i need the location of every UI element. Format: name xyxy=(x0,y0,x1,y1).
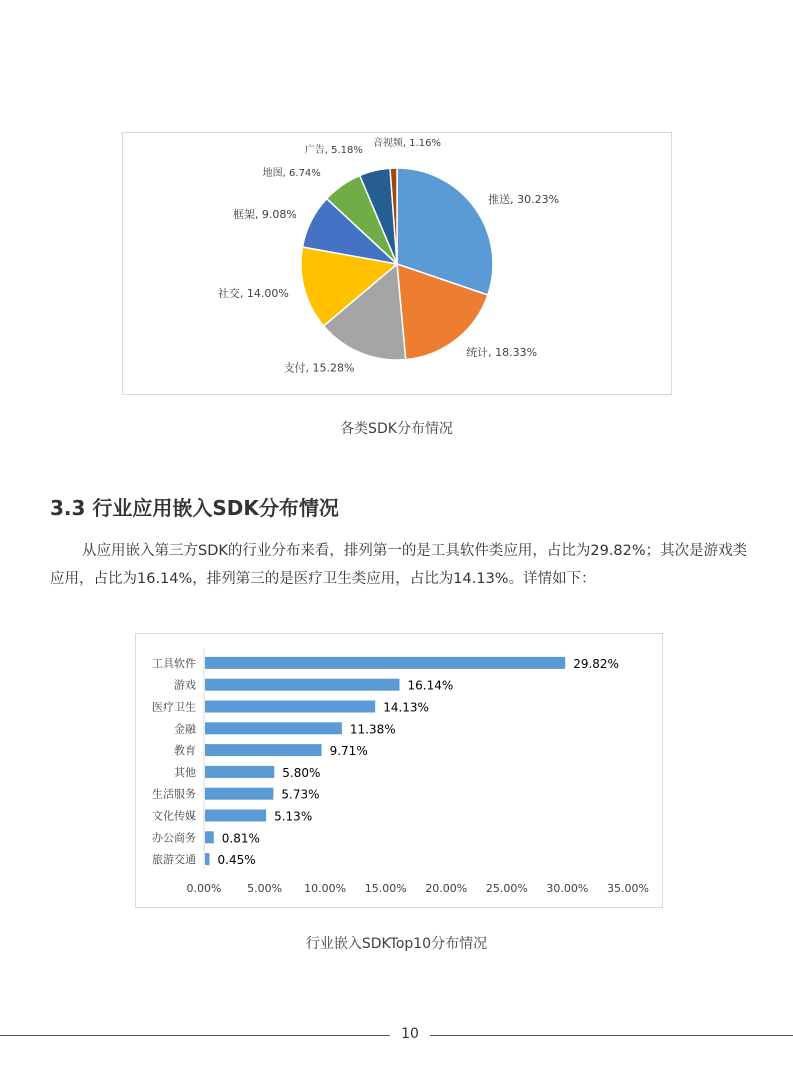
bar-xtick-label-3: 15.00% xyxy=(364,882,407,895)
bar-xtick-label-2: 10.00% xyxy=(304,882,347,895)
page-number: 10 xyxy=(401,1026,419,1042)
pie-label-2: 支付, 15.28% xyxy=(283,361,355,375)
bar-xtick-label-6: 30.00% xyxy=(546,882,589,895)
pie-label-6: 广告, 5.18% xyxy=(304,145,363,157)
bar-xtick-label-1: 5.00% xyxy=(247,882,283,895)
section-paragraph xyxy=(50,537,750,593)
bar-value-label-1: 16.14% xyxy=(407,678,454,693)
bar-chart-caption: 行业嵌入SDKTop10分布情况 xyxy=(305,936,488,952)
pie-label-5: 地图, 6.74% xyxy=(262,168,321,180)
bar-category-label-2: 医疗卫生 xyxy=(152,700,196,714)
bar-9 xyxy=(205,853,210,865)
bar-value-label-3: 11.38% xyxy=(349,722,396,737)
pie-chart xyxy=(123,133,671,394)
bar-xtick-label-0: 0.00% xyxy=(186,882,222,895)
bar-0 xyxy=(205,657,565,669)
section-body-text: 从应用嵌入第三方SDK的行业分布来看，排列第一的是工具软件类应用，占比为29.82%；其次是游戏类应用，占比为16.14%，排列第三的是医疗卫生类应用，占比为14.13%。详情如下： xyxy=(50,543,748,587)
bar-chart xyxy=(136,634,662,907)
bar-1 xyxy=(205,679,400,691)
pie-label-0: 推送, 30.23% xyxy=(488,192,560,206)
footer-divider-left xyxy=(0,1035,390,1036)
bar-category-label-5: 其他 xyxy=(174,765,196,779)
bar-5 xyxy=(205,766,274,778)
bar-value-label-6: 5.73% xyxy=(281,787,320,802)
bar-value-label-2: 14.13% xyxy=(383,700,429,715)
bar-4 xyxy=(205,744,322,756)
bar-6 xyxy=(205,788,273,800)
section-title: 3.3 行业应用嵌入SDK分布情况 xyxy=(50,496,339,520)
pie-label-7: 音视频, 1.16% xyxy=(372,138,441,150)
pie-label-3: 社交, 14.00% xyxy=(217,286,289,300)
bar-xtick-label-5: 25.00% xyxy=(485,882,528,895)
bar-value-label-4: 9.71% xyxy=(329,744,368,759)
bar-8 xyxy=(205,831,214,843)
bar-category-label-7: 文化传媒 xyxy=(152,809,196,823)
bar-category-label-1: 游戏 xyxy=(174,678,196,692)
bar-category-label-4: 教育 xyxy=(174,744,196,758)
bar-chart-frame xyxy=(135,633,663,908)
bar-value-label-0: 29.82% xyxy=(573,656,619,671)
bar-2 xyxy=(205,701,375,713)
pie-chart-frame xyxy=(122,132,672,395)
bar-category-label-0: 工具软件 xyxy=(152,656,196,670)
pie-chart-caption: 各类SDK分布情况 xyxy=(340,421,453,437)
bar-7 xyxy=(205,810,266,822)
bar-value-label-8: 0.81% xyxy=(221,831,260,846)
bar-value-label-7: 5.13% xyxy=(274,809,313,824)
bar-value-label-9: 0.45% xyxy=(217,853,256,868)
bar-category-label-3: 金融 xyxy=(174,722,196,736)
bar-xtick-label-4: 20.00% xyxy=(425,882,468,895)
bar-value-label-5: 5.80% xyxy=(282,765,321,780)
bar-xtick-label-7: 35.00% xyxy=(607,882,649,895)
pie-label-1: 统计, 18.33% xyxy=(466,346,538,359)
bar-category-label-6: 生活服务 xyxy=(152,787,196,801)
pie-label-4: 框架, 9.08% xyxy=(232,207,297,221)
bar-category-label-9: 旅游交通 xyxy=(152,853,196,867)
bar-3 xyxy=(205,722,342,734)
bar-category-label-8: 办公商务 xyxy=(152,831,196,845)
footer-divider-right xyxy=(430,1035,793,1036)
